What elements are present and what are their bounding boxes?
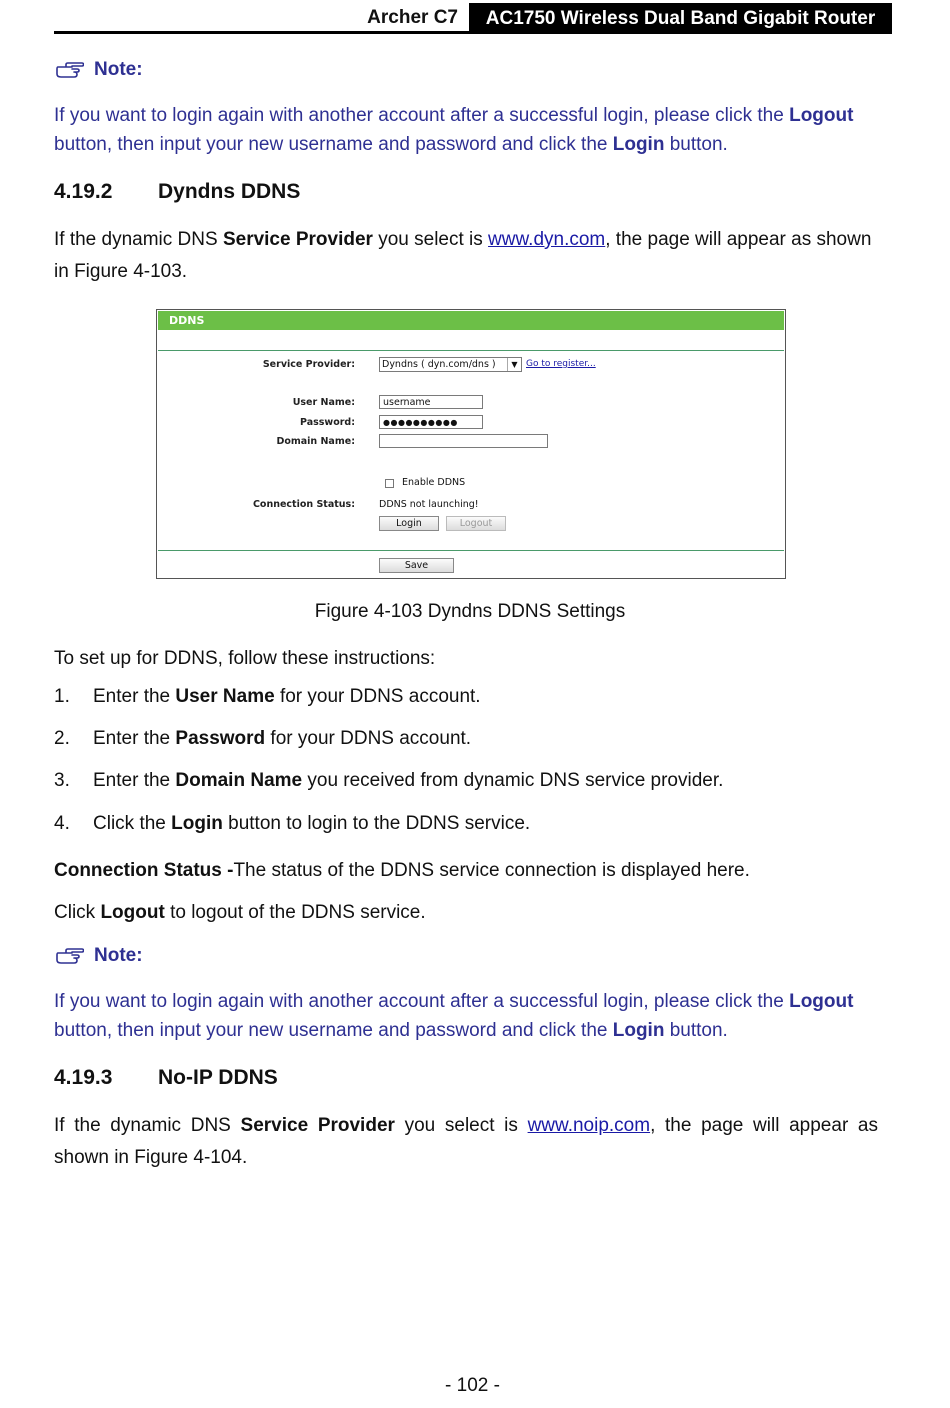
list-item xyxy=(54,728,471,750)
intro-text: you select is xyxy=(394,1115,528,1136)
note-text: button, then input your new username and password and click the xyxy=(54,134,613,155)
noip-link[interactable]: www.noip.com xyxy=(527,1115,651,1136)
note-paragraph xyxy=(54,101,884,159)
step-bold: Password xyxy=(175,728,266,749)
dyn-link[interactable]: www.dyn.com xyxy=(488,229,606,250)
service-provider-label: Service Provider: xyxy=(262,359,355,370)
step-number: 4. xyxy=(54,813,70,834)
domain-name-label: Domain Name: xyxy=(276,436,355,447)
section-number: 4.19.3 xyxy=(54,1066,113,1089)
username-label: User Name: xyxy=(292,397,355,408)
intro-text: in Figure 4-103. xyxy=(54,261,188,282)
enable-ddns-label: Enable DDNS xyxy=(402,477,466,488)
note-heading xyxy=(56,59,143,81)
note-text: If you want to login again with another account after a successful login, please click the xyxy=(54,105,790,126)
list-item xyxy=(54,770,723,792)
list-item xyxy=(54,813,530,835)
step-text: Enter the xyxy=(93,728,176,749)
logout-description xyxy=(54,897,888,929)
header-title: AC1750 Wireless Dual Band Gigabit Router xyxy=(469,3,892,34)
enable-ddns-checkbox[interactable] xyxy=(385,479,394,488)
note-bold-login: Login xyxy=(612,134,665,155)
step-number: 1. xyxy=(54,686,70,707)
section-intro xyxy=(54,1110,878,1174)
step-text: Click the xyxy=(93,813,172,834)
note-paragraph xyxy=(54,987,884,1045)
intro-line: shown in Figure 4-104. xyxy=(54,1147,248,1168)
intro-text: If the dynamic DNS xyxy=(54,229,223,250)
note-bold-logout: Logout xyxy=(789,105,854,126)
chevron-down-icon: ▼ xyxy=(507,358,521,371)
figure-caption: Figure 4-103 Dyndns DDNS Settings xyxy=(314,601,626,622)
note-heading xyxy=(56,945,143,967)
save-button[interactable]: Save xyxy=(379,558,454,573)
intro-bold: Service Provider xyxy=(222,229,373,250)
note-text: button. xyxy=(664,1020,728,1041)
logout-text: Click xyxy=(54,902,101,923)
list-item xyxy=(54,686,481,708)
note-text: button, then input your new username and password and click the xyxy=(54,1020,613,1041)
intro-text: , the page will appear as xyxy=(650,1115,879,1136)
password-label: Password: xyxy=(299,417,355,428)
connection-status-description xyxy=(54,855,888,887)
intro-line xyxy=(54,1110,878,1142)
divider xyxy=(158,550,784,551)
password-input[interactable]: ●●●●●●●●●● xyxy=(379,415,483,429)
service-provider-value: Dyndns ( dyn.com/dns ) xyxy=(382,359,496,370)
connection-status-label: Connection Status: xyxy=(252,499,355,510)
domain-name-input[interactable] xyxy=(379,434,548,448)
step-number: 2. xyxy=(54,728,70,749)
step-text: button to login to the DDNS service. xyxy=(222,813,531,834)
intro-text: , the page will appear as shown xyxy=(605,229,872,250)
note-bold-logout: Logout xyxy=(789,991,854,1012)
section-title: No-IP DDNS xyxy=(158,1066,278,1089)
username-input[interactable]: username xyxy=(379,395,483,409)
section-heading xyxy=(54,180,300,204)
connection-status-value: DDNS not launching! xyxy=(379,499,479,510)
pointing-hand-icon xyxy=(56,61,84,79)
step-number: 3. xyxy=(54,770,70,791)
instructions-intro: To set up for DDNS, follow these instructions: xyxy=(54,648,436,669)
intro-text: If the dynamic DNS xyxy=(54,1115,241,1136)
section-heading xyxy=(54,1066,278,1090)
pointing-hand-icon xyxy=(56,947,84,965)
ddns-screenshot xyxy=(156,309,786,579)
note-heading-text: Note: xyxy=(94,59,143,80)
intro-text: you select is xyxy=(372,229,489,250)
section-intro xyxy=(54,224,888,288)
note-heading-text: Note: xyxy=(94,945,143,966)
service-provider-select[interactable] xyxy=(379,357,522,372)
term-text: The status of the DDNS service connection is displayed here. xyxy=(233,860,750,881)
logout-button[interactable]: Logout xyxy=(446,516,506,531)
step-text: for your DDNS account. xyxy=(274,686,481,707)
note-bold-login: Login xyxy=(612,1020,665,1041)
term-bold: Connection Status - xyxy=(54,860,234,881)
step-bold: Domain Name xyxy=(175,770,303,791)
step-bold: User Name xyxy=(175,686,275,707)
header-model: Archer C7 xyxy=(367,7,458,28)
ddns-title-bar: DDNS xyxy=(158,311,784,330)
go-to-register-link[interactable]: Go to register... xyxy=(526,359,596,369)
logout-text: to logout of the DDNS service. xyxy=(164,902,426,923)
step-bold: Login xyxy=(171,813,223,834)
step-text: Enter the xyxy=(93,770,176,791)
intro-bold: Service Provider xyxy=(240,1115,395,1136)
step-text: for your DDNS account. xyxy=(265,728,472,749)
step-text: you received from dynamic DNS service provider. xyxy=(302,770,724,791)
note-text: button. xyxy=(664,134,728,155)
header-rule xyxy=(54,31,892,34)
section-title: Dyndns DDNS xyxy=(158,180,301,203)
page-number: - 102 - xyxy=(445,1375,500,1396)
note-text: If you want to login again with another account after a successful login, please click the xyxy=(54,991,790,1012)
divider xyxy=(158,350,784,351)
login-button[interactable]: Login xyxy=(379,516,439,531)
step-text: Enter the xyxy=(93,686,176,707)
logout-bold: Logout xyxy=(100,902,165,923)
section-number: 4.19.2 xyxy=(54,180,113,203)
